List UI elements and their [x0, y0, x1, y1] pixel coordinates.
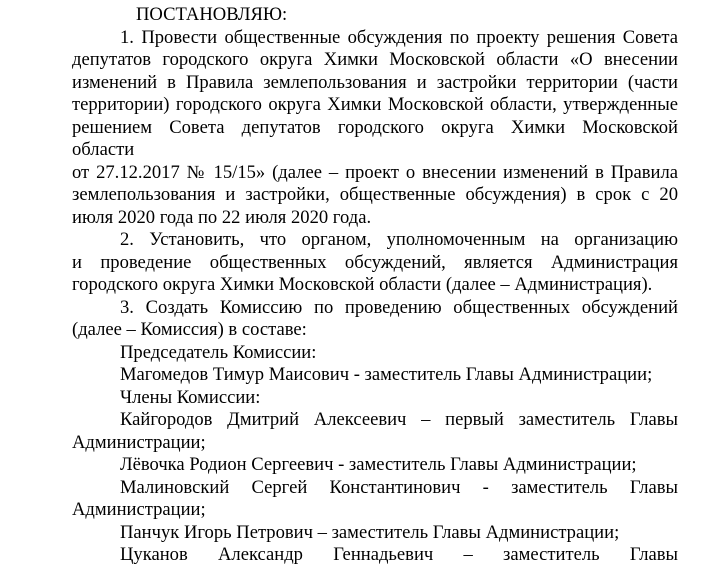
member-1-line-2: Администрации; — [72, 431, 206, 453]
paragraph-1-line-4: территории) городского округа Химки Московской области, утвержденные — [72, 94, 678, 115]
paragraph-2-line-3: городского округа Химки Московской области (далее – Администрация). — [72, 274, 653, 295]
paragraph-2-line-2: и проведение общественных обсуждений, является Администрация — [72, 251, 678, 273]
paragraph-1-line-2: депутатов городского округа Химки Московской области «О внесении — [72, 49, 678, 70]
document-heading: ПОСТАНОВЛЯЮ: — [136, 4, 288, 25]
paragraph-1-line-6: области — [72, 139, 135, 160]
paragraph-1-line-8: землепользования и застройки, общественные обсуждения) в срок с 20 — [72, 184, 678, 205]
member-1-line-1: Кайгородов Дмитрий Алексеевич – первый заместитель Главы — [120, 409, 678, 430]
paragraph-1-line-3: изменений в Правила землепользования и застройки территории (части — [72, 71, 678, 93]
member-2: Лёвочка Родион Сергеевич - заместитель Главы Администрации; — [120, 454, 637, 475]
member-5-line-1: Цуканов Александр Геннадьевич – заместитель Главы — [120, 544, 678, 565]
paragraph-3-line-1: 3. Создать Комиссию по проведению общественных обсуждений — [120, 296, 678, 318]
commission-chair-label: Председатель Комиссии: — [120, 341, 317, 363]
document-page — [72, 0, 678, 565]
paragraph-1-line-5: решением Совета депутатов городского округа Химки Московской — [72, 116, 678, 138]
paragraph-3-line-2: (далее – Комиссия) в составе: — [72, 319, 307, 340]
member-4: Панчук Игорь Петрович – заместитель Главы Администрации; — [120, 521, 620, 543]
paragraph-1-line-1: 1. Провести общественные обсуждения по проекту решения Совета — [120, 26, 678, 48]
paragraph-1-line-9: июля 2020 года по 22 июля 2020 года. — [72, 206, 372, 228]
commission-members-label: Члены Комиссии: — [120, 386, 261, 408]
paragraph-2-line-1: 2. Установить, что органом, уполномоченным на организацию — [120, 229, 678, 250]
member-3-line-1: Малиновский Сергей Константинович - заместитель Главы — [120, 476, 678, 498]
commission-chair: Магомедов Тимур Маисович - заместитель Главы Администрации; — [120, 364, 653, 385]
member-3-line-2: Администрации; — [72, 499, 206, 520]
paragraph-1-line-7: от 27.12.2017 № 15/15» (далее – проект о внесении изменений в Правила — [72, 161, 678, 183]
